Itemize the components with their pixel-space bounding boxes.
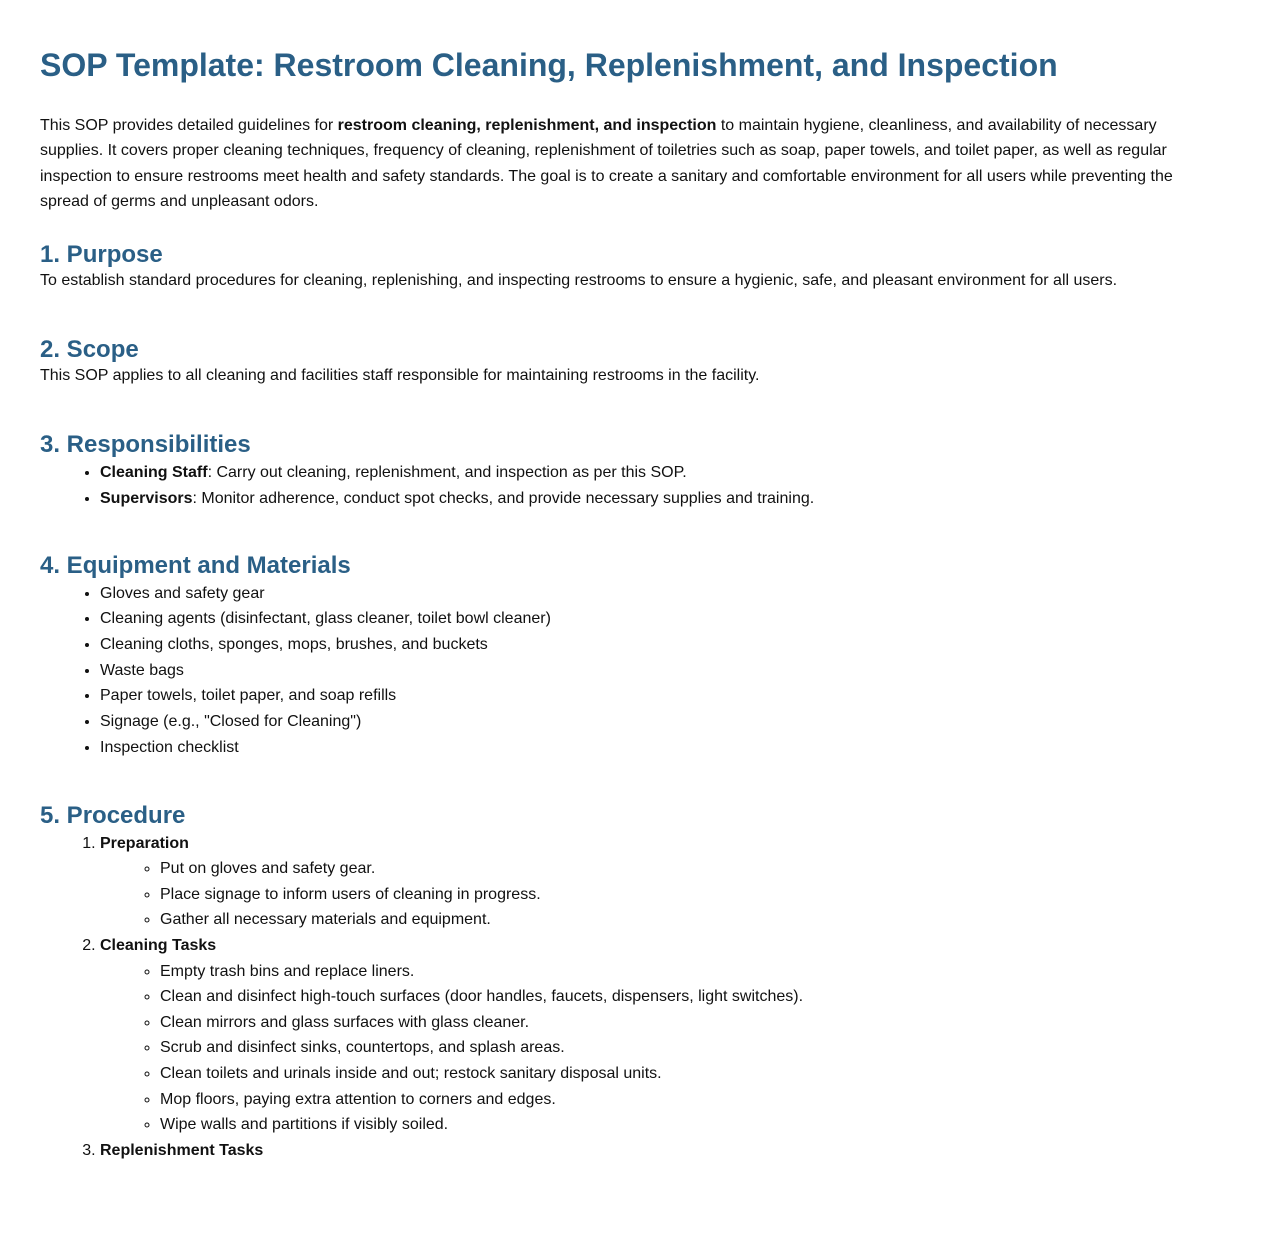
responsibilities-list (40, 460, 1223, 511)
list-item: ◦ Empty trash bins and replace liners. (160, 959, 1223, 985)
list-item: ◦ Clean toilets and urinals inside and out; restock sanitary disposal units. (160, 1061, 1223, 1087)
step-title: Replenishment Tasks (100, 1141, 264, 1159)
list-item: • Inspection checklist (100, 735, 1223, 761)
role-label: Cleaning Staff (100, 464, 208, 482)
list-item: ◦ Mop floors, paying extra attention to corners and edges. (160, 1087, 1223, 1113)
procedure-step (100, 831, 1223, 933)
equipment-list (40, 581, 1223, 761)
intro-paragraph (40, 113, 1190, 214)
purpose-text: To establish standard procedures for cleaning, replenishing, and inspecting restrooms to ensure a hygienic, safe, and pleasant environment for all users. (40, 272, 1118, 290)
intro-text-start: This SOP provides detailed guidelines for (40, 117, 338, 134)
role-description: : Monitor adherence, conduct spot checks, and provide necessary supplies and training. (192, 489, 815, 507)
equipment-heading: 4. Equipment and Materials (40, 551, 351, 579)
list-item: ◦ Gather all necessary materials and equipment. (160, 907, 1223, 933)
step-items (100, 856, 1223, 933)
list-item: ◦ Clean mirrors and glass surfaces with glass cleaner. (160, 1010, 1223, 1036)
list-item: ◦ Wipe walls and partitions if visibly soiled. (160, 1112, 1223, 1138)
page-title: SOP Template: Restroom Cleaning, Replenishment, and Inspection (40, 47, 1058, 83)
scope-heading: 2. Scope (40, 336, 139, 364)
procedure-heading: 5. Procedure (40, 801, 186, 829)
list-item: • Cleaning cloths, sponges, mops, brushes, and buckets (100, 632, 1223, 658)
list-item: • Waste bags (100, 658, 1223, 684)
intro-text-bold: restroom cleaning, replenishment, and inspection (337, 117, 717, 134)
list-item: • Cleaning agents (disinfectant, glass cleaner, toilet bowl cleaner) (100, 606, 1223, 632)
list-item: ◦ Clean and disinfect high-touch surfaces (door handles, faucets, dispensers, light switches). (160, 984, 1223, 1010)
list-item: ◦ Scrub and disinfect sinks, countertops, and splash areas. (160, 1035, 1223, 1061)
list-item: • Paper towels, toilet paper, and soap refills (100, 683, 1223, 709)
step-items (100, 959, 1223, 1138)
list-item (100, 460, 1223, 486)
step-title: Preparation (100, 834, 189, 852)
step-title: Cleaning Tasks (100, 937, 217, 954)
list-item: • Signage (e.g., "Closed for Cleaning") (100, 709, 1223, 735)
procedure-steps (40, 831, 1223, 1164)
list-item (100, 486, 1223, 512)
list-item: ◦ Put on gloves and safety gear. (160, 856, 1223, 882)
role-description: : Carry out cleaning, replenishment, and inspection as per this SOP. (207, 464, 687, 482)
procedure-step (100, 1138, 1223, 1164)
purpose-heading: 1. Purpose (40, 241, 163, 269)
responsibilities-heading: 3. Responsibilities (40, 431, 251, 459)
procedure-step (100, 933, 1223, 1138)
role-label: Supervisors (100, 489, 193, 507)
list-item: ◦ Place signage to inform users of cleaning in progress. (160, 882, 1223, 908)
scope-text: This SOP applies to all cleaning and facilities staff responsible for maintaining restrooms in the facility. (40, 367, 760, 385)
intro-text-end: to maintain hygiene, cleanliness, and availability of necessary supplies. It covers proper cleaning techniques, frequency of cleaning, replenishment of toiletries such as soap, paper towels, and toilet paper, as well as regular inspection to ensure restrooms meet health and safety standards. The goal is to create a sanitary and comfortable environment for all users while preventing the spread of germs and unpleasant odors. (40, 117, 1173, 210)
list-item: • Gloves and safety gear (100, 581, 1223, 607)
